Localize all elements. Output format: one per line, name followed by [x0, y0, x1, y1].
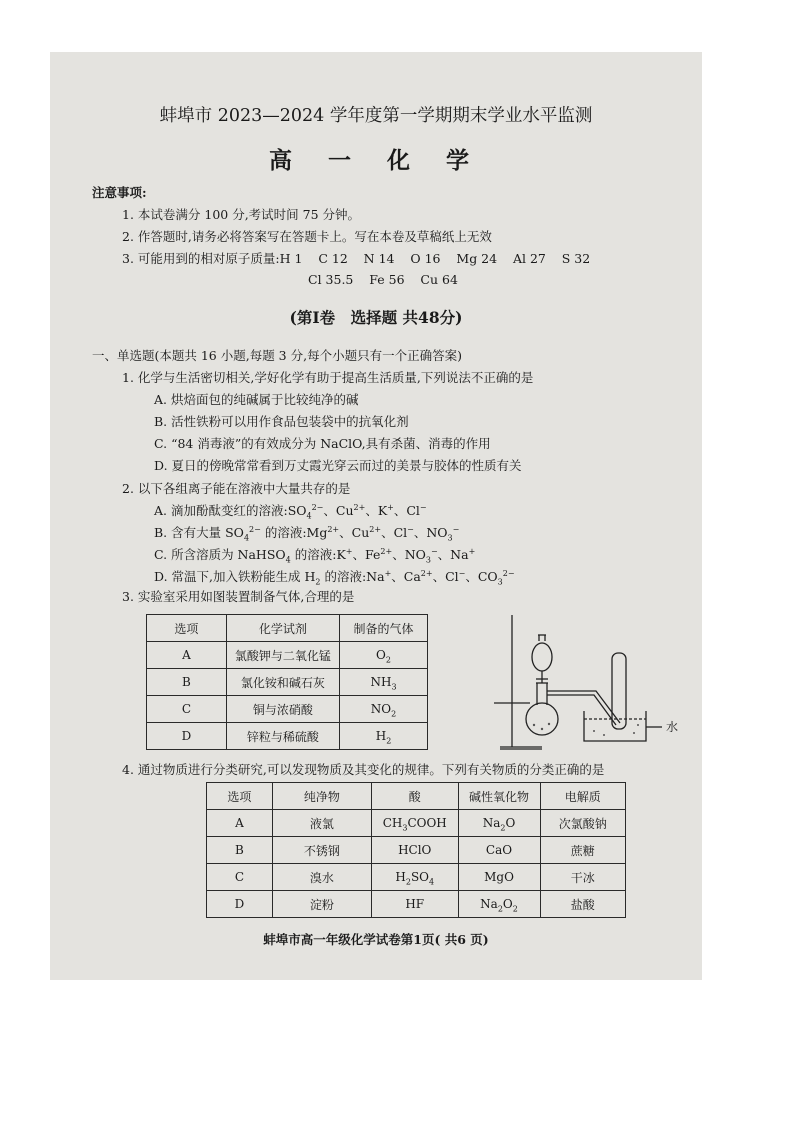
table-cell: $H_2SO_4$: [371, 864, 458, 891]
table-header: 选项: [147, 615, 227, 642]
table-header-row: [147, 615, 428, 642]
table-cell: D: [207, 891, 273, 918]
table-row: [147, 696, 428, 723]
table-cell: 锌粒与稀硫酸: [226, 723, 339, 750]
table-header: 碱性氧化物: [458, 783, 540, 810]
table-cell: $CH_3COOH$: [371, 810, 458, 837]
table-cell: 液氯: [272, 810, 371, 837]
table-cell: 蔗糖: [540, 837, 625, 864]
notes-heading: 注意事项:: [92, 185, 147, 200]
table-row: [207, 837, 626, 864]
table-cell: D: [147, 723, 227, 750]
exam-paper: [50, 52, 702, 980]
table-cell: $H_2$: [340, 723, 428, 750]
note-item: 1. 本试卷满分 100 分,考试时间 75 分钟。: [122, 207, 361, 222]
q1-option-d: D. 夏日的傍晚常常看到万丈霞光穿云而过的美景与胶体的性质有关: [154, 458, 522, 473]
table-cell: $NH_3$: [340, 669, 428, 696]
table-row: [207, 810, 626, 837]
q1-option-a: A. 烘焙面包的纯碱属于比较纯净的碱: [154, 392, 359, 407]
gas-apparatus-diagram: [486, 607, 686, 757]
part-heading: 一、单选题(本题共 16 小题,每题 3 分,每个小题只有一个正确答案): [92, 348, 462, 363]
q1-stem: 1. 化学与生活密切相关,学好化学有助于提高生活质量,下列说法不正确的是: [122, 370, 534, 385]
q4-table: [206, 782, 626, 918]
table-header: 酸: [371, 783, 458, 810]
table-header: 电解质: [540, 783, 625, 810]
table-cell: HF: [371, 891, 458, 918]
table-row: [147, 723, 428, 750]
water-label: 水: [666, 720, 679, 734]
table-cell: C: [207, 864, 273, 891]
table-cell: 次氯酸钠: [540, 810, 625, 837]
exam-title: 蚌埠市 2023—2024 学年度第一学期期末学业水平监测: [159, 106, 593, 126]
table-cell: 不锈钢: [272, 837, 371, 864]
table-header-row: [207, 783, 626, 810]
table-cell: $Na_2O$: [458, 810, 540, 837]
table-cell: 溴水: [272, 864, 371, 891]
table-cell: $O_2$: [340, 642, 428, 669]
table-cell: 干冰: [540, 864, 625, 891]
table-cell: A: [207, 810, 273, 837]
q2-stem: 2. 以下各组离子能在溶液中大量共存的是: [122, 481, 351, 496]
table-cell: C: [147, 696, 227, 723]
q2-option-b: B. 含有大量 $SO_4^{2-}$ 的溶液$:Mg^{2+}$、$Cu^{2+}$、Cl−、$NO_3^-$: [154, 524, 460, 543]
page-footer: 蚌埠市高一年级化学试卷第1页( 共6 页): [263, 932, 489, 947]
table-cell: 氯化铵和碱石灰: [226, 669, 339, 696]
q1-option-b: B. 活性铁粉可以用作食品包装袋中的抗氧化剂: [154, 414, 409, 429]
q2-option-d: D. 常温下,加入铁粉能生成 $H_2$ 的溶液:Na+、$Ca^{2+}$、Cl−、$CO_3^{2-}$: [154, 568, 515, 587]
table-cell: $Na_2O_2$: [458, 891, 540, 918]
q3-stem: 3. 实验室采用如图装置制备气体,合理的是: [122, 589, 355, 604]
note-masses: Cl 35.5 Fe 56 Cu 64: [308, 272, 458, 287]
q2-option-c: C. 所含溶质为 NaHSO$_4$ 的溶液:K+、$Fe^{2+}$、$NO_3^-$、Na+: [154, 546, 476, 565]
table-cell: B: [147, 669, 227, 696]
table-row: [147, 642, 428, 669]
table-cell: 铜与浓硝酸: [226, 696, 339, 723]
q1-option-c: C. “84 消毒液”的有效成分为 NaClO,具有杀菌、消毒的作用: [154, 436, 491, 451]
table-row: [207, 891, 626, 918]
table-cell: 盐酸: [540, 891, 625, 918]
table-cell: 氯酸钾与二氧化锰: [226, 642, 339, 669]
table-header: 化学试剂: [226, 615, 339, 642]
table-row: [147, 669, 428, 696]
subject-title: 高 一 化 学: [268, 147, 484, 174]
section-title: (第Ⅰ卷 选择题 共48分): [289, 308, 463, 327]
q2-option-a: A. 滴加酚酞变红的溶液$:SO_4^{2-}$、$Cu^{2+}$、K+、Cl−: [154, 502, 427, 521]
table-cell: HClO: [371, 837, 458, 864]
note-item: 2. 作答题时,请务必将答案写在答题卡上。写在本卷及草稿纸上无效: [122, 229, 492, 244]
table-cell: A: [147, 642, 227, 669]
table-cell: B: [207, 837, 273, 864]
q3-table: [146, 614, 428, 750]
table-header: 纯净物: [272, 783, 371, 810]
table-cell: CaO: [458, 837, 540, 864]
q4-stem: 4. 通过物质进行分类研究,可以发现物质及其变化的规律。下列有关物质的分类正确的是: [122, 762, 605, 777]
note-item: 3. 可能用到的相对原子质量:H 1 C 12 N 14 O 16 Mg 24 Al 27 S 32: [122, 251, 591, 266]
table-cell: 淀粉: [272, 891, 371, 918]
table-cell: $NO_2$: [340, 696, 428, 723]
table-row: [207, 864, 626, 891]
table-cell: MgO: [458, 864, 540, 891]
table-header: 选项: [207, 783, 273, 810]
table-header: 制备的气体: [340, 615, 428, 642]
